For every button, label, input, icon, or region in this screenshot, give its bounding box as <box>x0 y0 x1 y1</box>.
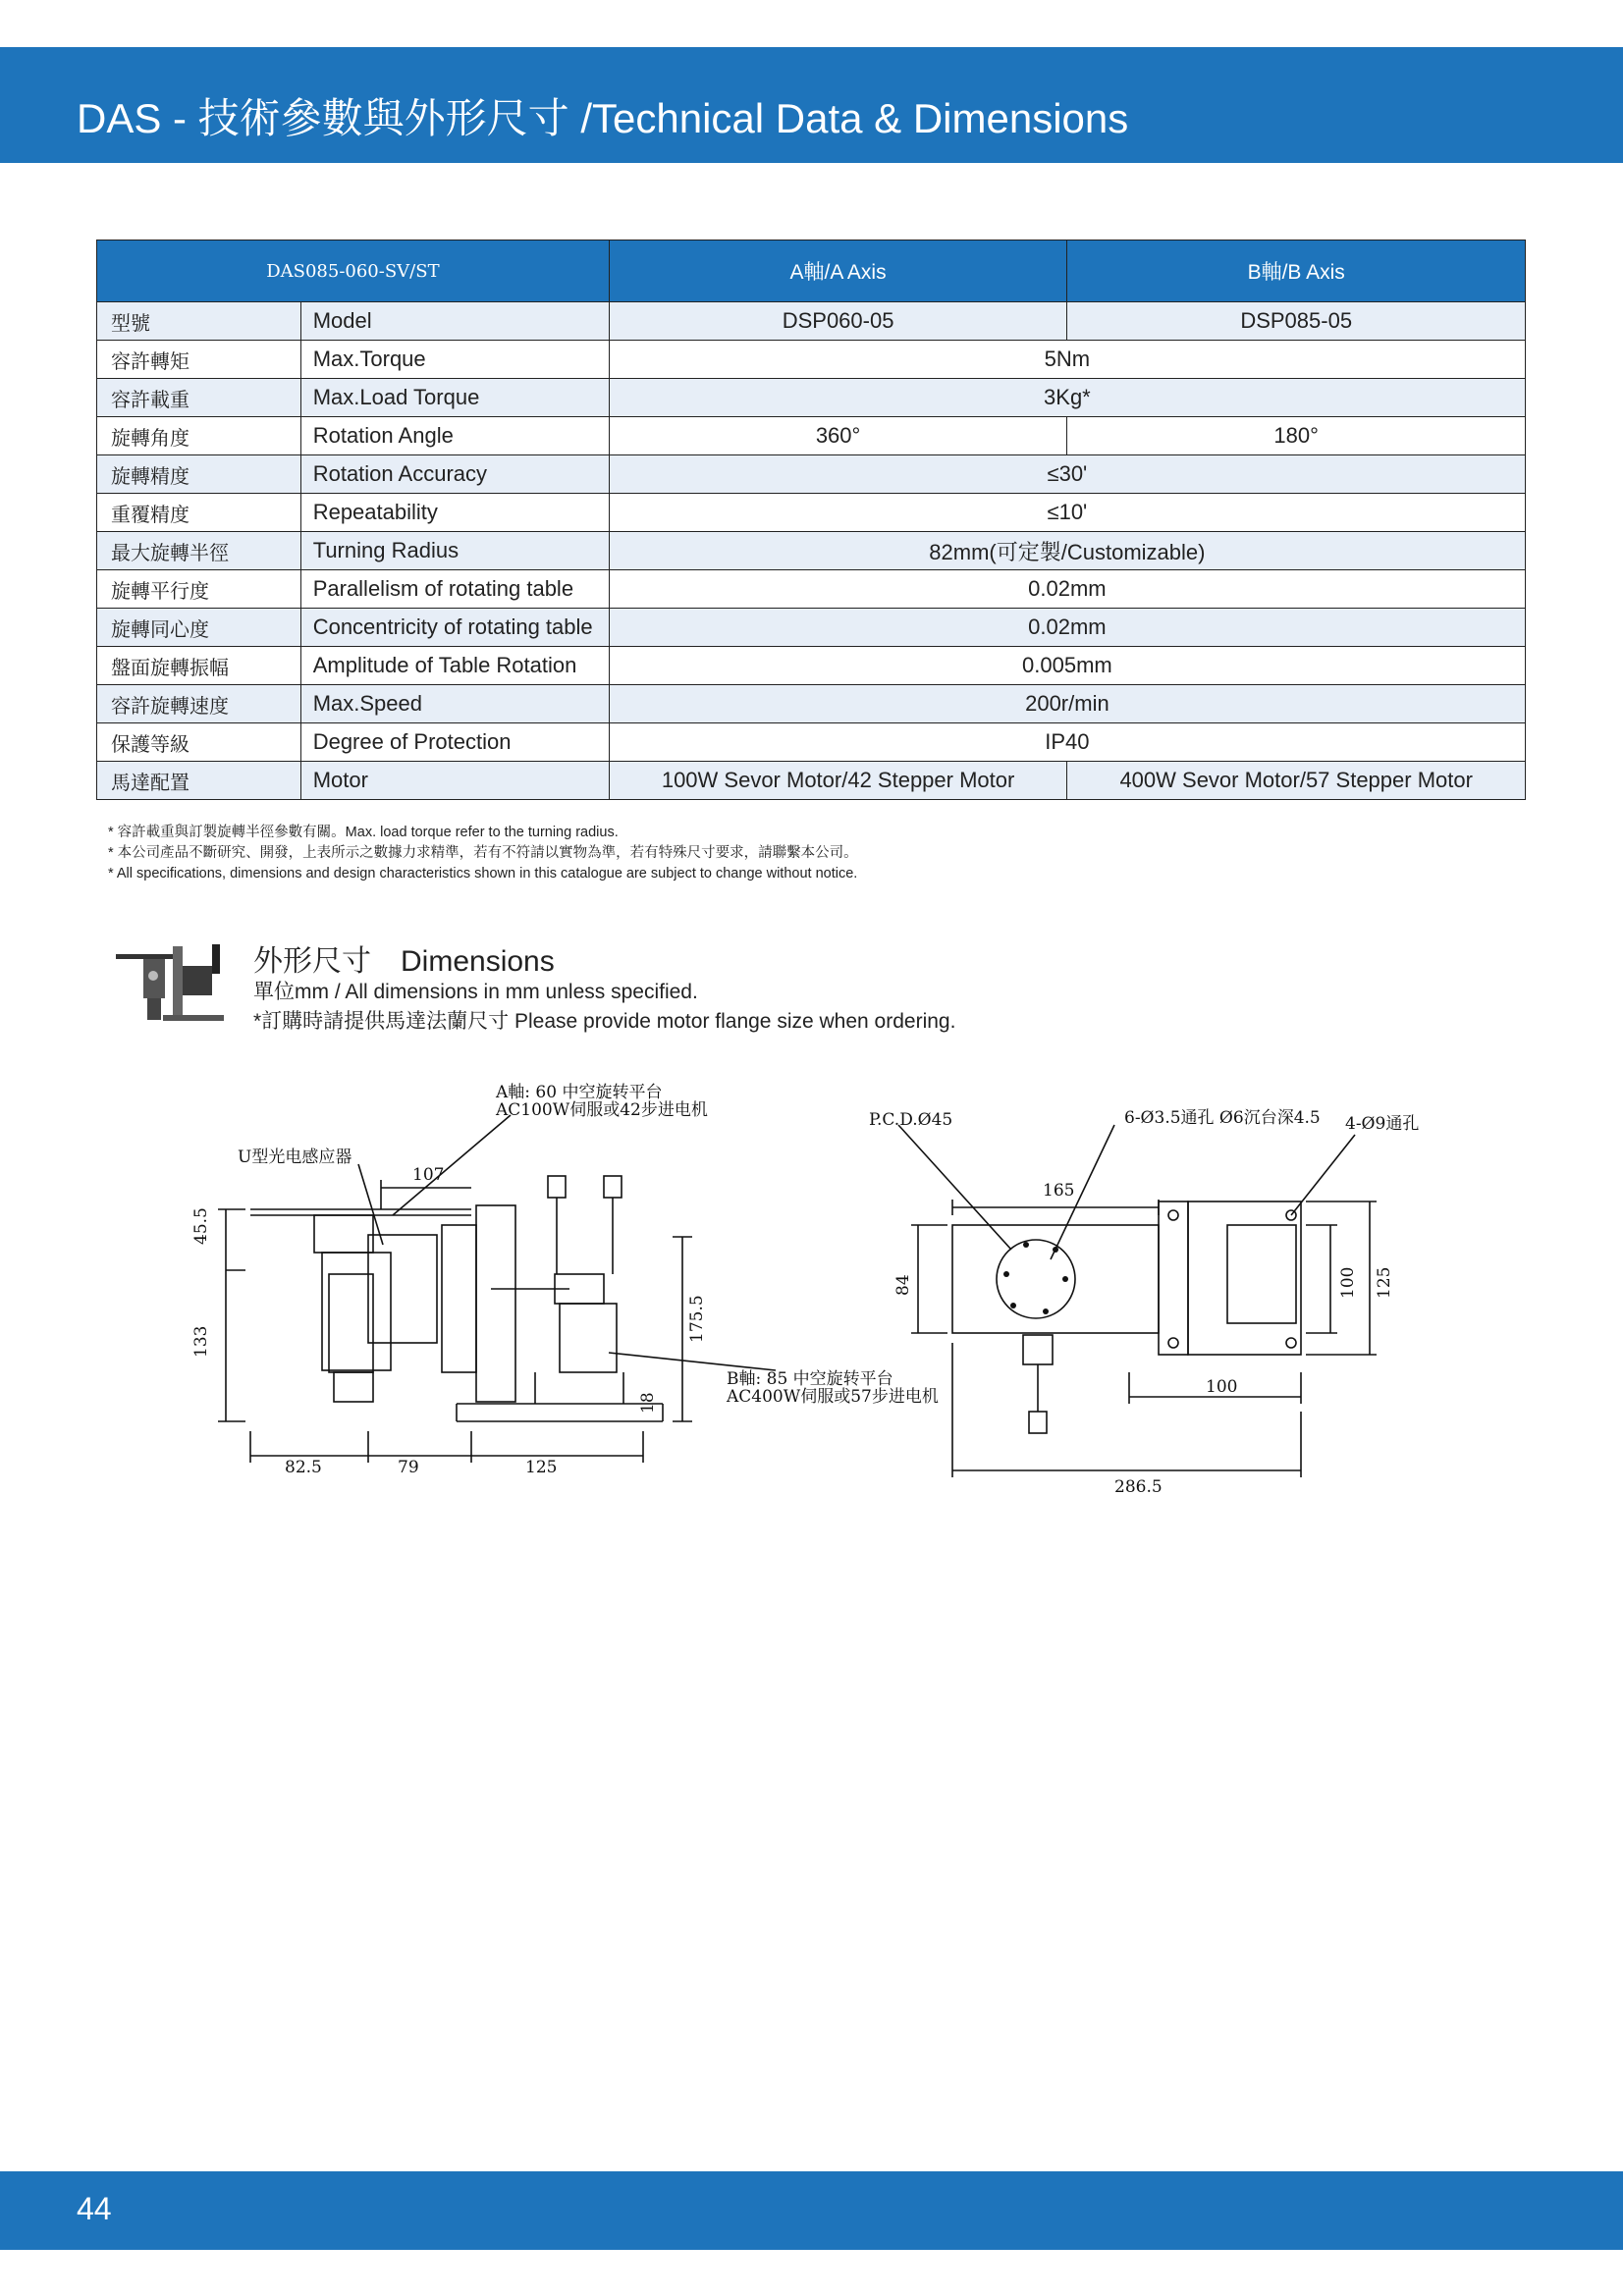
b-axis-label: B軸: 85 中空旋转平台 <box>727 1369 893 1389</box>
b-axis-header: B軸/B Axis <box>1067 240 1526 302</box>
spec-row <box>97 609 1526 647</box>
a-axis-header: A軸/A Axis <box>609 240 1067 302</box>
dim-175-5: 175.5 <box>687 1295 707 1343</box>
spec-value-a-axis: 100W Sevor Motor/42 Stepper Motor <box>609 762 1067 800</box>
spec-label-en: Rotation Accuracy <box>300 455 609 494</box>
holes-label: 6-Ø3.5通孔 Ø6沉台深4.5 <box>1124 1108 1321 1128</box>
spec-label-cn: 型號 <box>97 302 301 341</box>
spec-label-cn: 旋轉平行度 <box>97 570 301 609</box>
spec-label-en: Concentricity of rotating table <box>300 609 609 647</box>
spec-label-cn: 容許轉矩 <box>97 341 301 379</box>
spec-row <box>97 455 1526 494</box>
model-code-header: DAS085-060-SV/ST <box>97 240 610 302</box>
spec-table-header <box>97 240 1526 302</box>
spec-value: IP40 <box>609 723 1525 762</box>
dim-133: 133 <box>191 1325 211 1358</box>
dim-100-vertical: 100 <box>1338 1266 1358 1299</box>
spec-row <box>97 532 1526 570</box>
spec-label-cn: 容許載重 <box>97 379 301 417</box>
a-axis-motor-label: AC100W伺服或42步进电机 <box>496 1100 708 1120</box>
page-header <box>0 47 1623 163</box>
spec-label-cn: 容許旋轉速度 <box>97 685 301 723</box>
spec-value-b-axis: DSP085-05 <box>1067 302 1526 341</box>
product-thumbnail <box>114 936 230 1025</box>
spec-value: ≤30' <box>609 455 1525 494</box>
order-note: *訂購時請提供馬達法蘭尺寸 Please provide motor flange size when ordering. <box>253 1010 956 1033</box>
spec-value: ≤10' <box>609 494 1525 532</box>
spec-row <box>97 570 1526 609</box>
dim-100-horizontal: 100 <box>1206 1377 1238 1397</box>
spec-row <box>97 494 1526 532</box>
spec-label-cn: 馬達配置 <box>97 762 301 800</box>
spec-label-cn: 最大旋轉半徑 <box>97 532 301 570</box>
spec-label-en: Motor <box>300 762 609 800</box>
spec-label-en: Repeatability <box>300 494 609 532</box>
page-footer <box>0 2171 1623 2250</box>
spec-row <box>97 341 1526 379</box>
spec-row <box>97 417 1526 455</box>
spec-label-en: Max.Torque <box>300 341 609 379</box>
spec-value-a-axis: DSP060-05 <box>609 302 1067 341</box>
dimension-drawing <box>147 1078 1453 1500</box>
spec-label-cn: 盤面旋轉振幅 <box>97 647 301 685</box>
dim-125-vertical: 125 <box>1375 1266 1394 1299</box>
page-title: DAS - 技術參數與外形尺寸 /Technical Data & Dimensions <box>77 95 1129 141</box>
spec-label-cn: 重覆精度 <box>97 494 301 532</box>
a-axis-label: A軸: 60 中空旋转平台 <box>496 1083 663 1102</box>
dim-125-left: 125 <box>525 1458 558 1477</box>
spec-row <box>97 762 1526 800</box>
dimensions-title <box>253 936 555 980</box>
spec-row <box>97 647 1526 685</box>
b-axis-motor-label: AC400W伺服或57步进电机 <box>727 1387 939 1407</box>
spec-value: 200r/min <box>609 685 1525 723</box>
spec-row <box>97 723 1526 762</box>
spec-label-en: Rotation Angle <box>300 417 609 455</box>
page-number: 44 <box>77 2191 112 2226</box>
dim-286-5: 286.5 <box>1114 1477 1163 1497</box>
spec-value-b-axis: 180° <box>1067 417 1526 455</box>
footnotes <box>108 823 858 884</box>
spec-label-en: Amplitude of Table Rotation <box>300 647 609 685</box>
spec-value: 0.02mm <box>609 570 1525 609</box>
spec-value-b-axis: 400W Sevor Motor/57 Stepper Motor <box>1067 762 1526 800</box>
spec-value: 3Kg* <box>609 379 1525 417</box>
spec-label-cn: 保護等級 <box>97 723 301 762</box>
spec-table <box>96 240 1526 800</box>
spec-value: 0.02mm <box>609 609 1525 647</box>
spec-label-cn: 旋轉同心度 <box>97 609 301 647</box>
spec-label-en: Model <box>300 302 609 341</box>
unit-note: 單位mm / All dimensions in mm unless specified. <box>253 981 698 1003</box>
spec-row <box>97 685 1526 723</box>
sensor-label: U型光电感应器 <box>238 1148 352 1167</box>
spec-label-cn: 旋轉角度 <box>97 417 301 455</box>
footnote: * 本公司產品不斷研究、開發，上表所示之數據力求精準，若有不符請以實物為準，若有特殊尺寸要求，請聯繫本公司。 <box>108 845 858 861</box>
dim-165: 165 <box>1043 1181 1075 1201</box>
spec-row <box>97 379 1526 417</box>
spec-label-en: Parallelism of rotating table <box>300 570 609 609</box>
spec-label-en: Max.Load Torque <box>300 379 609 417</box>
spec-row <box>97 302 1526 341</box>
dim-79: 79 <box>398 1458 419 1477</box>
spec-label-en: Degree of Protection <box>300 723 609 762</box>
dim-18: 18 <box>638 1392 658 1414</box>
dimensions-title-en: Dimensions <box>401 945 555 978</box>
dim-84: 84 <box>893 1274 913 1296</box>
spec-label-en: Turning Radius <box>300 532 609 570</box>
holes2-label: 4-Ø9通孔 <box>1345 1114 1420 1134</box>
spec-label-cn: 旋轉精度 <box>97 455 301 494</box>
dimensions-title-cn: 外形尺寸 <box>253 944 371 979</box>
dimensions-notes <box>253 978 955 1037</box>
spec-value-a-axis: 360° <box>609 417 1067 455</box>
spec-value: 5Nm <box>609 341 1525 379</box>
dim-82-5: 82.5 <box>285 1458 322 1477</box>
spec-value: 82mm(可定製/Customizable) <box>609 532 1525 570</box>
pcd-label: P.C.D.Ø45 <box>869 1110 953 1130</box>
spec-value: 0.005mm <box>609 647 1525 685</box>
dim-45-5: 45.5 <box>191 1207 211 1245</box>
spec-label-en: Max.Speed <box>300 685 609 723</box>
footnote: * 容許載重與訂製旋轉半徑參數有關。Max. load torque refer to the turning radius. <box>108 825 619 840</box>
dim-107: 107 <box>412 1165 445 1185</box>
footnote: * All specifications, dimensions and design characteristics shown in this catalogue are subject to change without notice. <box>108 866 858 881</box>
